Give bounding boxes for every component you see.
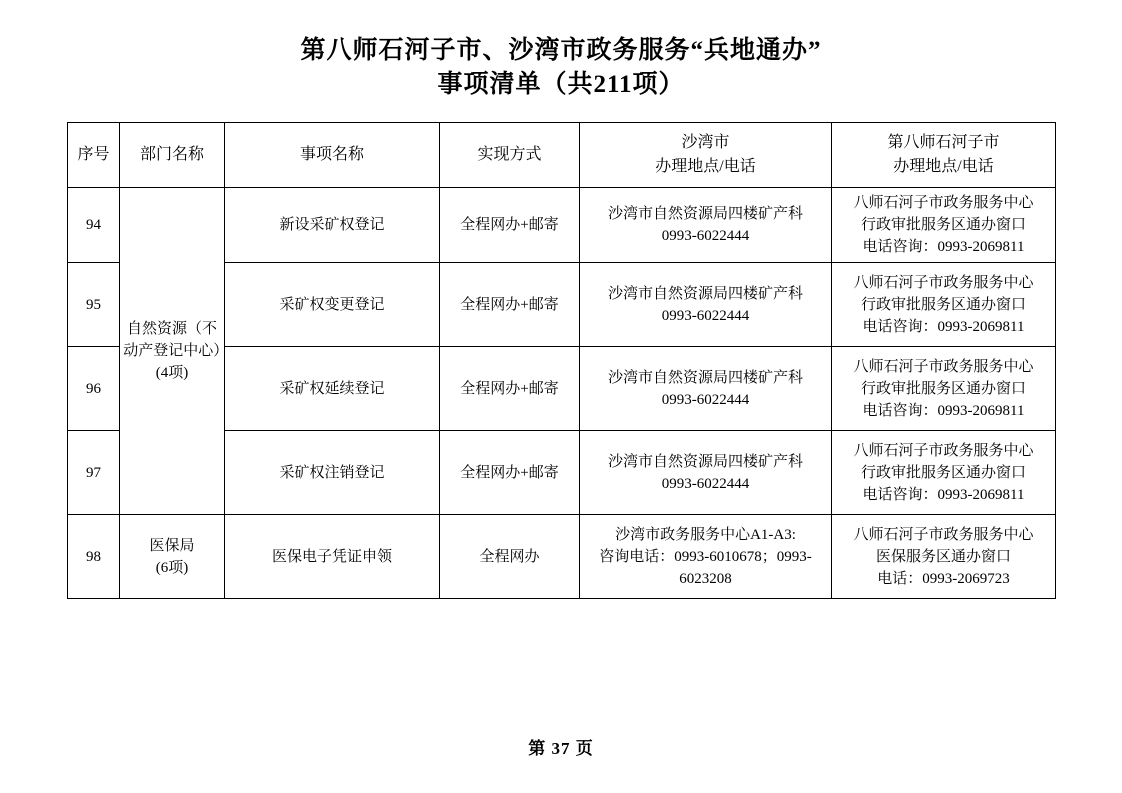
header-item: 事项名称 xyxy=(225,123,440,188)
shihezi-address-line2: 行政审批服务区通办窗口 xyxy=(860,296,1026,313)
cell-item: 医保电子凭证申领 xyxy=(225,515,440,599)
header-shihezi-line2: 办理地点/电话 xyxy=(893,158,994,175)
header-dept: 部门名称 xyxy=(120,123,225,188)
items-table-container xyxy=(67,122,1055,599)
header-seq: 序号 xyxy=(68,123,120,188)
cell-shihezi-address xyxy=(832,347,1056,431)
dept-line2: (6项) xyxy=(155,559,189,576)
shawan-address-line1: 沙湾市自然资源局四楼矿产科 xyxy=(607,285,803,302)
shihezi-address-line2: 行政审批服务区通办窗口 xyxy=(860,464,1026,481)
cell-shawan-address xyxy=(580,515,832,599)
items-table xyxy=(67,122,1056,599)
shawan-address-line2: 0993-6022444 xyxy=(661,307,750,324)
table-header-row xyxy=(68,123,1056,188)
cell-shihezi-address xyxy=(832,188,1056,263)
header-method: 实现方式 xyxy=(440,123,580,188)
dept-line1: 医保局 xyxy=(149,537,195,554)
cell-method: 全程网办 xyxy=(440,515,580,599)
cell-shihezi-address xyxy=(832,431,1056,515)
cell-seq: 97 xyxy=(68,431,120,515)
shihezi-address-line3: 电话咨询：0993-2069811 xyxy=(862,402,1025,419)
cell-method: 全程网办+邮寄 xyxy=(440,188,580,263)
cell-seq: 98 xyxy=(68,515,120,599)
cell-item: 新设采矿权登记 xyxy=(225,188,440,263)
cell-method: 全程网办+邮寄 xyxy=(440,431,580,515)
header-shawan-line1: 沙湾市 xyxy=(681,134,730,151)
shihezi-address-line3: 电话咨询：0993-2069811 xyxy=(862,318,1025,335)
cell-seq: 94 xyxy=(68,188,120,263)
shawan-address-line2: 咨询电话：0993-6010678；0993-6023208 xyxy=(599,548,812,587)
document-title xyxy=(0,0,1122,102)
header-shawan-line2: 办理地点/电话 xyxy=(655,158,756,175)
shihezi-address-line3: 电话咨询：0993-2069811 xyxy=(862,239,1025,255)
shihezi-address-line2: 医保服务区通办窗口 xyxy=(875,548,1011,565)
cell-shawan-address xyxy=(580,347,832,431)
shawan-address-line2: 0993-6022444 xyxy=(661,391,750,408)
cell-shihezi-address xyxy=(832,263,1056,347)
cell-item: 采矿权变更登记 xyxy=(225,263,440,347)
shihezi-address-line1: 八师石河子市政务服务中心 xyxy=(853,274,1034,291)
table-header xyxy=(68,123,1056,188)
shihezi-address-line1: 八师石河子市政务服务中心 xyxy=(853,526,1034,543)
cell-shawan-address xyxy=(580,263,832,347)
title-line-1: 第八师石河子市、沙湾市政务服务“兵地通办” xyxy=(300,37,822,64)
header-shawan xyxy=(580,123,832,188)
shawan-address-line1: 沙湾市政务服务中心A1-A3: xyxy=(615,526,796,543)
title-line-2: 事项清单（共211项） xyxy=(437,71,685,98)
shawan-address-line1: 沙湾市自然资源局四楼矿产科 xyxy=(607,369,803,386)
shihezi-address-line3: 电话咨询：0993-2069811 xyxy=(862,486,1025,503)
cell-method: 全程网办+邮寄 xyxy=(440,347,580,431)
cell-item: 采矿权延续登记 xyxy=(225,347,440,431)
shawan-address-line1: 沙湾市自然资源局四楼矿产科 xyxy=(607,206,803,222)
table-body xyxy=(68,188,1056,599)
header-shihezi xyxy=(832,123,1056,188)
shihezi-address-line3: 电话：0993-2069723 xyxy=(877,570,1010,587)
shihezi-address-line2: 行政审批服务区通办窗口 xyxy=(860,217,1026,233)
page-number: 第 37 页 xyxy=(528,739,594,758)
cell-shawan-address xyxy=(580,431,832,515)
cell-seq: 95 xyxy=(68,263,120,347)
table-row xyxy=(68,188,1056,263)
shawan-address-line2: 0993-6022444 xyxy=(661,475,750,492)
shihezi-address-line1: 八师石河子市政务服务中心 xyxy=(853,442,1034,459)
cell-item: 采矿权注销登记 xyxy=(225,431,440,515)
cell-seq: 96 xyxy=(68,347,120,431)
shihezi-address-line1: 八师石河子市政务服务中心 xyxy=(853,358,1034,375)
shihezi-address-line1: 八师石河子市政务服务中心 xyxy=(853,195,1034,211)
cell-shawan-address xyxy=(580,188,832,263)
shawan-address-line2: 0993-6022444 xyxy=(661,228,750,244)
header-shihezi-line1: 第八师石河子市 xyxy=(887,134,1000,151)
cell-dept-medical-insurance xyxy=(120,515,225,599)
cell-dept-natural-resources: 自然资源（不动产登记中心）(4项) xyxy=(120,188,225,515)
shawan-address-line1: 沙湾市自然资源局四楼矿产科 xyxy=(607,453,803,470)
cell-shihezi-address xyxy=(832,515,1056,599)
table-row xyxy=(68,515,1056,599)
shihezi-address-line2: 行政审批服务区通办窗口 xyxy=(860,380,1026,397)
cell-method: 全程网办+邮寄 xyxy=(440,263,580,347)
